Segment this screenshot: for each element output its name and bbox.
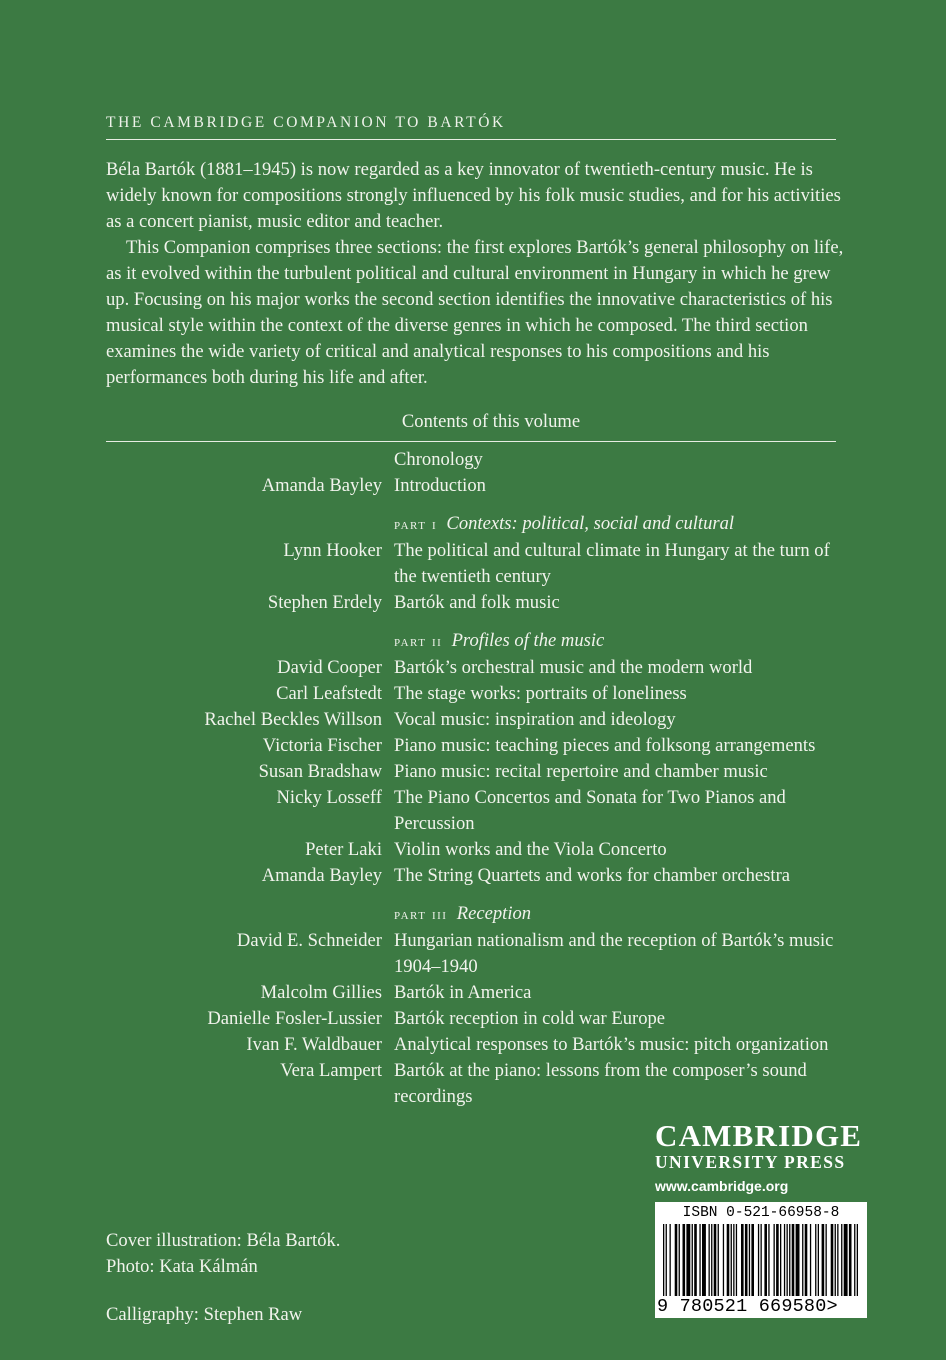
toc-chapter: Bartók at the piano: lessons from the composer’s sound recordings bbox=[394, 1060, 807, 1107]
barcode-bar bbox=[741, 1224, 744, 1296]
toc-author: Victoria Fischer bbox=[262, 735, 382, 756]
barcode-bar bbox=[841, 1224, 842, 1296]
barcode-bar bbox=[699, 1224, 700, 1296]
part-title: Profiles of the music bbox=[451, 630, 605, 651]
credits bbox=[106, 1228, 340, 1328]
barcode-bar bbox=[784, 1224, 785, 1296]
ean-number: 9 780521 669580 bbox=[657, 1296, 827, 1317]
toc-entry bbox=[106, 447, 846, 473]
barcode-bar bbox=[789, 1224, 790, 1296]
barcode-bar bbox=[776, 1224, 779, 1296]
toc-entry bbox=[106, 1032, 846, 1058]
barcode-bar bbox=[702, 1224, 706, 1296]
barcode-bar bbox=[761, 1224, 762, 1296]
toc-author: Vera Lampert bbox=[280, 1060, 382, 1081]
photo-credit: Photo: Kata Kálmán bbox=[106, 1256, 258, 1277]
toc-author: Stephen Erdely bbox=[267, 592, 382, 613]
barcode-bar bbox=[694, 1224, 697, 1296]
barcode-bar bbox=[714, 1224, 717, 1296]
toc-author: Nicky Losseff bbox=[276, 787, 382, 808]
toc-author: Ivan F. Waldbauer bbox=[246, 1034, 382, 1055]
toc-entry bbox=[106, 785, 846, 837]
barcode-bar bbox=[818, 1224, 819, 1296]
toc-chapter: Piano music: teaching pieces and folksong arrangements bbox=[394, 735, 816, 756]
barcode-bar bbox=[733, 1224, 734, 1296]
barcode-bar bbox=[849, 1224, 852, 1296]
barcode-bar bbox=[745, 1224, 748, 1296]
part-title: Reception bbox=[456, 903, 532, 924]
toc-author: Amanda Bayley bbox=[261, 865, 382, 886]
toc-entry bbox=[106, 1058, 846, 1110]
barcode-bar bbox=[857, 1224, 858, 1296]
calligraphy-credit: Calligraphy: Stephen Raw bbox=[106, 1304, 303, 1325]
barcode-bar bbox=[727, 1224, 730, 1296]
toc-chapter: Bartók in America bbox=[394, 982, 532, 1003]
toc-author: Malcolm Gillies bbox=[260, 982, 382, 1003]
barcode-bar bbox=[854, 1224, 855, 1296]
toc-entry bbox=[106, 837, 846, 863]
barcode-bar bbox=[723, 1224, 724, 1296]
barcode-bar bbox=[666, 1224, 667, 1296]
ean-end-mark: > bbox=[826, 1296, 838, 1317]
part-heading bbox=[106, 511, 846, 538]
toc-chapter: The stage works: portraits of loneliness bbox=[394, 683, 687, 704]
barcode-bar bbox=[835, 1224, 836, 1296]
barcode-bar bbox=[711, 1224, 712, 1296]
barcode-bar bbox=[731, 1224, 732, 1296]
barcode-bar bbox=[774, 1224, 775, 1296]
toc-chapter: Violin works and the Viola Concerto bbox=[394, 839, 667, 860]
toc-author: Amanda Bayley bbox=[261, 475, 382, 496]
toc-chapter: The String Quartets and works for chamber orchestra bbox=[394, 865, 791, 886]
barcode-image bbox=[663, 1224, 859, 1296]
toc-chapter: Analytical responses to Bartók’s music: pitch organization bbox=[394, 1034, 829, 1055]
toc-chapter: Hungarian nationalism and the reception of Bartók’s music 1904–1940 bbox=[394, 930, 834, 977]
header-rule bbox=[106, 139, 836, 140]
barcode-bar bbox=[796, 1224, 800, 1296]
part-title: Contexts: political, social and cultural bbox=[446, 513, 735, 534]
barcode-bar bbox=[675, 1224, 678, 1296]
toc-entry bbox=[106, 980, 846, 1006]
publisher-press: UNIVERSITY PRESS bbox=[655, 1152, 846, 1172]
toc-chapter: The Piano Concertos and Sonata for Two Pianos and Percussion bbox=[394, 787, 786, 834]
part-heading bbox=[106, 901, 846, 928]
barcode-bar bbox=[787, 1224, 788, 1296]
toc-author: Peter Laki bbox=[305, 839, 382, 860]
toc-author: Susan Bradshaw bbox=[258, 761, 382, 782]
barcode-panel bbox=[655, 1202, 867, 1318]
part-heading bbox=[106, 628, 846, 655]
barcode-bar bbox=[758, 1224, 759, 1296]
barcode-bar bbox=[692, 1224, 693, 1296]
barcode-bar bbox=[764, 1224, 767, 1296]
blurb bbox=[106, 157, 846, 391]
isbn-label: ISBN 0-521-66958-8 bbox=[682, 1205, 840, 1221]
toc-chapter: Piano music: recital repertoire and chamber music bbox=[394, 761, 768, 782]
toc-entry bbox=[106, 538, 846, 590]
barcode-bar bbox=[718, 1224, 719, 1296]
barcode-bar bbox=[709, 1224, 710, 1296]
barcode-bar bbox=[837, 1224, 838, 1296]
barcode-bar bbox=[822, 1224, 825, 1296]
toc-author: Danielle Fosler-Lussier bbox=[207, 1008, 382, 1029]
toc-entry bbox=[106, 863, 846, 889]
toc-author: Carl Leafstedt bbox=[276, 683, 382, 704]
toc-chapter: Vocal music: inspiration and ideology bbox=[394, 709, 676, 730]
blurb-paragraph-1: Béla Bartók (1881–1945) is now regarded as a key innovator of twentieth-century music. He is widely known for compositions strongly influenced by his folk music studies, and for his activities as a concert pianist, music editor and teacher. bbox=[106, 159, 841, 232]
toc-entry bbox=[106, 928, 846, 980]
toc-entry bbox=[106, 590, 846, 616]
toc-entry bbox=[106, 681, 846, 707]
barcode-bar bbox=[815, 1224, 816, 1296]
toc-author bbox=[106, 447, 394, 473]
toc-entry bbox=[106, 707, 846, 733]
barcode-bar bbox=[792, 1224, 795, 1296]
contents-title: Contents of this volume bbox=[401, 411, 581, 432]
barcode-bar bbox=[683, 1224, 686, 1296]
barcode-bar bbox=[826, 1224, 827, 1296]
toc-entry bbox=[106, 733, 846, 759]
toc-author: David Cooper bbox=[277, 657, 382, 678]
barcode-bar bbox=[663, 1224, 664, 1296]
toc-chapter: Chronology bbox=[394, 449, 483, 470]
toc-chapter: The political and cultural climate in Hungary at the turn of the twentieth century bbox=[394, 540, 830, 587]
contents-rule bbox=[106, 441, 836, 442]
barcode-bar bbox=[780, 1224, 781, 1296]
toc-chapter: Introduction bbox=[394, 475, 486, 496]
barcode-bar bbox=[810, 1224, 811, 1296]
barcode-bar bbox=[679, 1224, 680, 1296]
barcode-bar bbox=[844, 1224, 848, 1296]
barcode-bar bbox=[802, 1224, 803, 1296]
part-label: part iii bbox=[394, 906, 448, 923]
toc-entry bbox=[106, 1006, 846, 1032]
publisher-logo bbox=[655, 1120, 875, 1194]
blurb-paragraph-2: This Companion comprises three sections: the first explores Bartók’s general philosophy on life, as it evolved within the turbulent political and cultural environment in Hungary in which he grew up. Focusing on his major works the second section identifies the innovative characteristics of his musical style within the context of the diverse genres in which he composed. The third section examines the wide variety of critical and analytical responses to his compositions and his performances both during his life and after. bbox=[106, 237, 844, 388]
series-title: THE CAMBRIDGE COMPANION TO BARTÓK bbox=[106, 114, 506, 131]
toc-entry bbox=[106, 759, 846, 785]
barcode-bar bbox=[768, 1224, 769, 1296]
barcode-bar bbox=[805, 1224, 808, 1296]
publisher-name: CAMBRIDGE bbox=[655, 1118, 863, 1153]
toc-author: David E. Schneider bbox=[236, 930, 382, 951]
toc-chapter: Bartók’s orchestral music and the modern world bbox=[394, 657, 753, 678]
table-of-contents bbox=[106, 447, 846, 1110]
barcode-bar bbox=[749, 1224, 750, 1296]
barcode-bar bbox=[686, 1224, 690, 1296]
toc-author: Rachel Beckles Willson bbox=[204, 709, 382, 730]
barcode-bar bbox=[736, 1224, 737, 1296]
toc-entry bbox=[106, 655, 846, 681]
toc-chapter: Bartók and folk music bbox=[394, 592, 560, 613]
barcode-bar bbox=[670, 1224, 671, 1296]
barcode-bar bbox=[831, 1224, 834, 1296]
toc-author: Lynn Hooker bbox=[283, 540, 382, 561]
part-label: part i bbox=[394, 516, 438, 533]
part-label: part ii bbox=[394, 633, 443, 650]
cover-credit: Cover illustration: Béla Bartók. bbox=[106, 1230, 341, 1251]
ean-digits bbox=[657, 1296, 867, 1317]
toc-entry bbox=[106, 473, 846, 499]
barcode-bar bbox=[751, 1224, 754, 1296]
publisher-website: www.cambridge.org bbox=[655, 1178, 789, 1194]
toc-chapter: Bartók reception in cold war Europe bbox=[394, 1008, 666, 1029]
